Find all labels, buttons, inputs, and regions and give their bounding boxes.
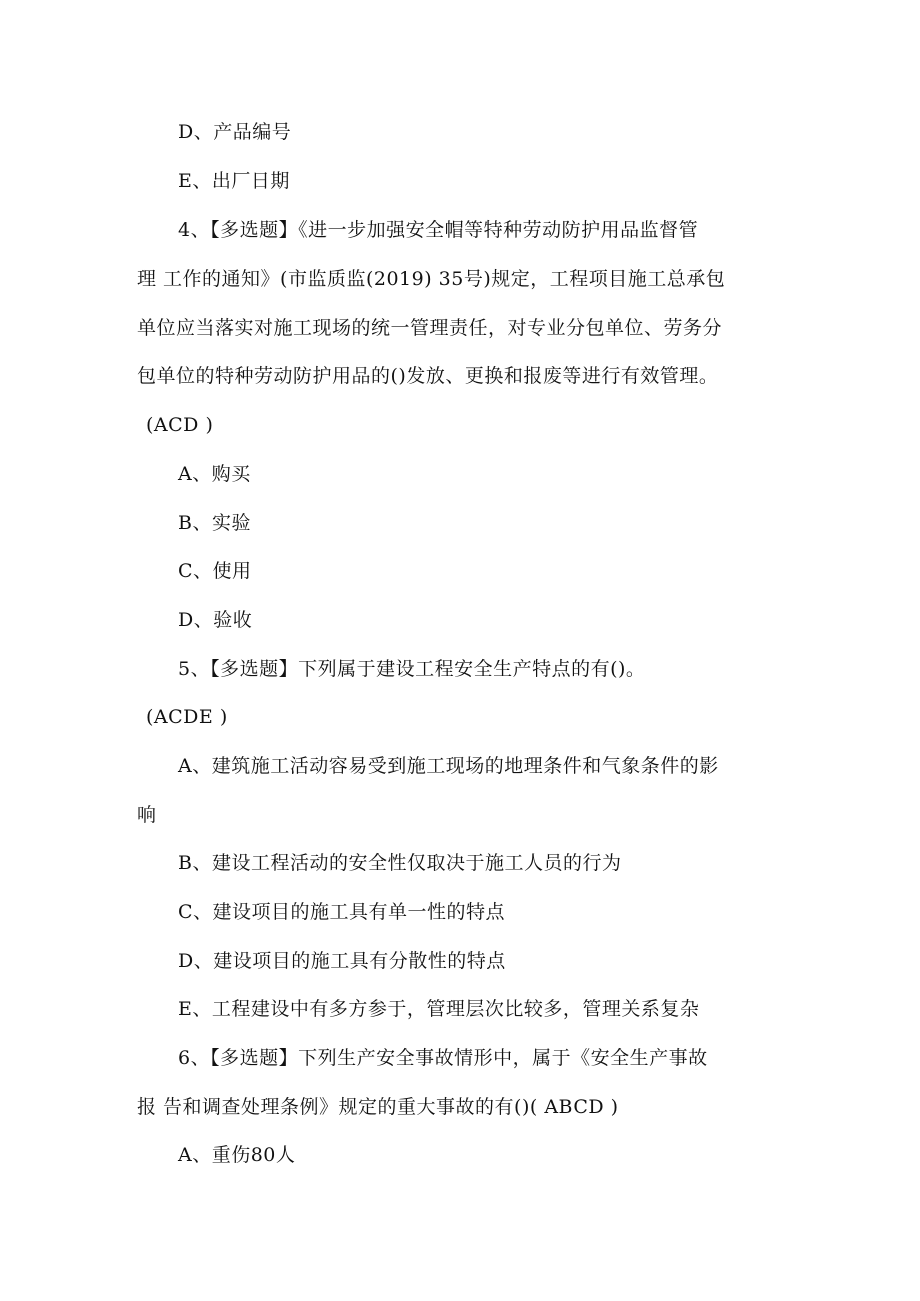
q6-question-line-2: 报 告和调查处理条例》规定的重大事故的有()( ABCD )	[137, 1096, 619, 1118]
q6-question-line-1: 6、【多选题】下列生产安全事故情形中，属于《安全生产事故	[178, 1047, 708, 1069]
q3-option-d: D、产品编号	[178, 121, 292, 143]
q5-option-e: E、工程建设中有多方参于，管理层次比较多，管理关系复杂	[178, 998, 700, 1020]
q5-option-a-line-1: A、建筑施工活动容易受到施工现场的地理条件和气象条件的影	[178, 755, 719, 777]
q4-question-line-3: 单位应当落实对施工现场的统一管理责任，对专业分包单位、劳务分	[137, 317, 723, 339]
q6-option-a: A、重伤80人	[178, 1144, 296, 1166]
q4-answer: (ACD )	[146, 414, 214, 436]
q5-option-b: B、建设工程活动的安全性仅取决于施工人员的行为	[178, 852, 622, 874]
q5-question-line: 5、【多选题】下列属于建设工程安全生产特点的有()。	[178, 658, 646, 680]
q4-option-c: C、使用	[178, 560, 252, 582]
q5-answer: (ACDE )	[146, 706, 228, 728]
q3-option-e: E、出厂日期	[178, 170, 290, 192]
q4-option-a: A、购买	[178, 463, 251, 485]
q5-option-c: C、建设项目的施工具有单一性的特点	[178, 901, 506, 923]
q4-option-d: D、验收	[178, 609, 253, 631]
q5-option-a-line-2: 响	[137, 804, 157, 826]
q4-question-line-2: 理 工作的通知》(市监质监(2019) 35号)规定，工程项目施工总承包	[137, 268, 726, 290]
q4-option-b: B、实验	[178, 512, 251, 534]
q4-question-line-1: 4、【多选题】《进一步加强安全帽等特种劳动防护用品监督管	[178, 219, 699, 241]
q4-question-line-4: 包单位的特种劳动防护用品的()发放、更换和报废等进行有效管理。	[137, 365, 719, 387]
q5-option-d: D、建设项目的施工具有分散性的特点	[178, 950, 506, 972]
